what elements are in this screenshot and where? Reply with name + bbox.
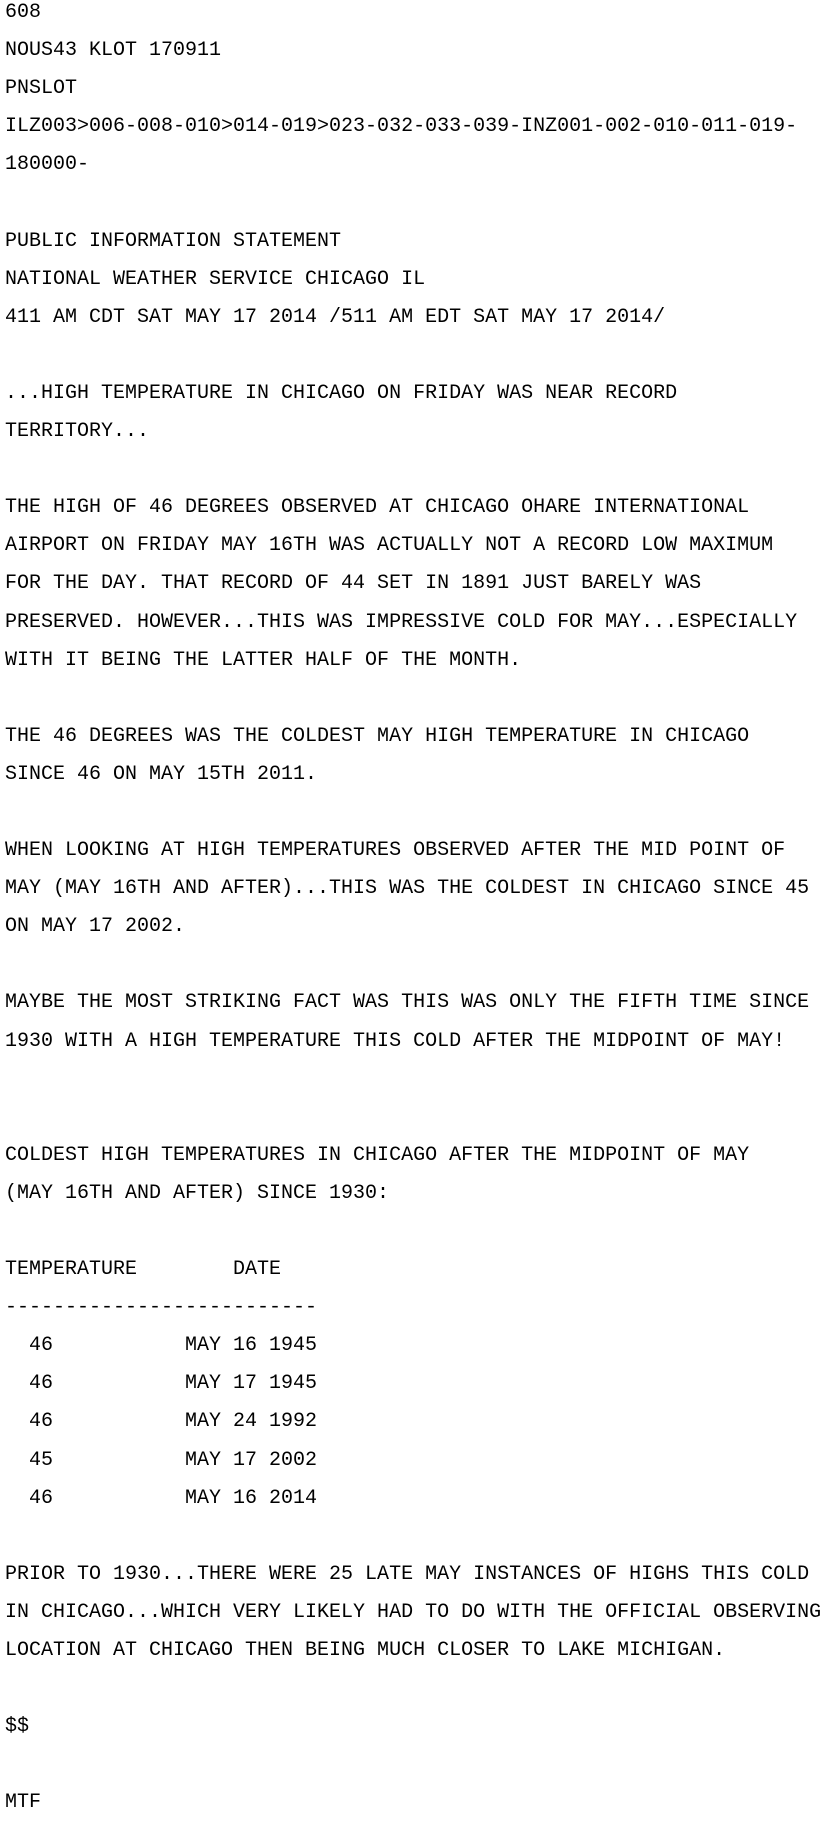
paragraph-line: THE HIGH OF 46 DEGREES OBSERVED AT CHICAGO OHARE INTERNATIONAL: [5, 496, 750, 520]
product-number: 608: [5, 1, 42, 24]
blank-line: [5, 346, 821, 365]
table-row: 46 MAY 24 1992: [5, 1410, 318, 1434]
paragraph-line: SINCE 46 ON MAY 15TH 2011.: [5, 762, 318, 786]
headline: ...HIGH TEMPERATURE IN CHICAGO ON FRIDAY WAS NEAR RECORD: [5, 381, 678, 405]
paragraph-line: ON MAY 17 2002.: [5, 915, 186, 939]
paragraph-line: MAYBE THE MOST STRIKING FACT WAS THIS WAS ONLY THE FIFTH TIME SINCE: [5, 991, 810, 1015]
ugc-zones: ILZ003>006-008-010>014-019>023-032-033-039-INZ001-002-010-011-019-: [5, 115, 798, 139]
statement-text: [5, 3, 821, 1832]
table-row: 46 MAY 16 1945: [5, 1334, 318, 1358]
table-header: TEMPERATURE DATE: [5, 1258, 282, 1282]
blank-line: [5, 955, 821, 974]
blank-line: [5, 803, 821, 822]
blank-line: [5, 1755, 821, 1774]
paragraph-line: WITH IT BEING THE LATTER HALF OF THE MONTH.: [5, 648, 522, 672]
forecaster-initials: MTF: [5, 1791, 42, 1815]
blank-line: [5, 1108, 821, 1127]
paragraph-line: WHEN LOOKING AT HIGH TEMPERATURES OBSERVED AFTER THE MID POINT OF: [5, 839, 786, 863]
end-marker: $$: [5, 1715, 30, 1739]
awips-id: PNSLOT: [5, 77, 78, 101]
issue-time: 411 AM CDT SAT MAY 17 2014 /511 AM EDT SAT MAY 17 2014/: [5, 305, 666, 329]
blank-line: [5, 1527, 821, 1546]
paragraph-line: PRIOR TO 1930...THERE WERE 25 LATE MAY INSTANCES OF HIGHS THIS COLD: [5, 1562, 810, 1586]
issuing-office: NATIONAL WEATHER SERVICE CHICAGO IL: [5, 267, 426, 291]
blank-line: [5, 1679, 821, 1698]
headline: TERRITORY...: [5, 420, 150, 444]
table-row: 46 MAY 17 1945: [5, 1372, 318, 1396]
expiration-time: 180000-: [5, 153, 90, 177]
wmo-header: NOUS43 KLOT 170911: [5, 39, 222, 63]
table-row: 45 MAY 17 2002: [5, 1448, 318, 1472]
paragraph-line: FOR THE DAY. THAT RECORD OF 44 SET IN 1891 JUST BARELY WAS: [5, 572, 702, 596]
table-row: 46 MAY 16 2014: [5, 1486, 318, 1510]
statement-title: PUBLIC INFORMATION STATEMENT: [5, 229, 342, 253]
table-title: (MAY 16TH AND AFTER) SINCE 1930:: [5, 1181, 390, 1205]
paragraph-line: LOCATION AT CHICAGO THEN BEING MUCH CLOSER TO LAKE MICHIGAN.: [5, 1639, 726, 1663]
paragraph-line: AIRPORT ON FRIDAY MAY 16TH WAS ACTUALLY NOT A RECORD LOW MAXIMUM: [5, 534, 774, 558]
paragraph-line: 1930 WITH A HIGH TEMPERATURE THIS COLD AFTER THE MIDPOINT OF MAY!: [5, 1029, 786, 1053]
blank-line: [5, 689, 821, 708]
paragraph-line: THE 46 DEGREES WAS THE COLDEST MAY HIGH TEMPERATURE IN CHICAGO: [5, 724, 750, 748]
blank-line: [5, 1070, 821, 1089]
table-divider: --------------------------: [5, 1296, 318, 1320]
paragraph-line: MAY (MAY 16TH AND AFTER)...THIS WAS THE COLDEST IN CHICAGO SINCE 45: [5, 877, 810, 901]
table-title: COLDEST HIGH TEMPERATURES IN CHICAGO AFTER THE MIDPOINT OF MAY: [5, 1143, 750, 1167]
paragraph-line: PRESERVED. HOWEVER...THIS WAS IMPRESSIVE COLD FOR MAY...ESPECIALLY: [5, 610, 798, 634]
blank-line: [5, 1222, 821, 1241]
blank-line: [5, 460, 821, 479]
blank-line: [5, 193, 821, 212]
paragraph-line: IN CHICAGO...WHICH VERY LIKELY HAD TO DO WITH THE OFFICIAL OBSERVING: [5, 1600, 822, 1624]
